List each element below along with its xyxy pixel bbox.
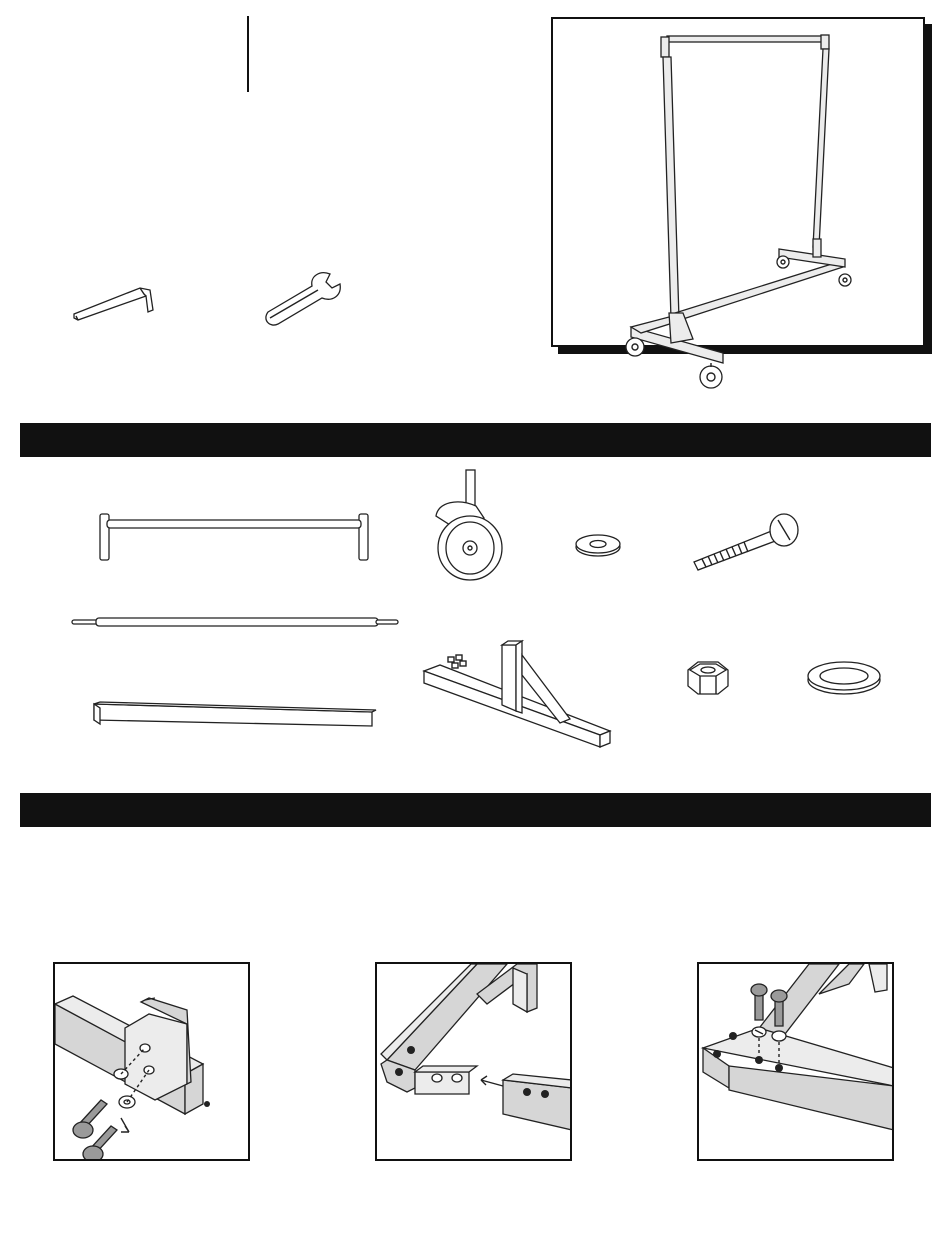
base-bar-icon [90,700,380,735]
extension-rod-icon [70,614,400,630]
garment-rack-assembled-illustration [551,17,925,397]
wrench-icon [260,268,345,330]
step-1-frame [53,962,250,1161]
step-insert-bolts-icon [699,964,892,1161]
header-divider [247,16,249,92]
section-bar-parts [20,423,931,457]
caster-wheel-icon [428,468,510,583]
step-3-frame [697,962,894,1161]
bolt-icon [690,512,810,572]
section-bar-assembly [20,793,931,827]
base-leg-icon [420,635,615,755]
hex-key-icon [70,280,160,325]
step-2-frame [375,962,572,1161]
flat-washer-ring-icon [804,658,884,698]
hex-nut-icon [684,656,732,698]
step-bolt-upright-icon [55,964,248,1161]
step-join-base-icon [377,964,570,1161]
washer-icon [570,530,626,560]
top-rail-upright-icon [95,508,375,568]
